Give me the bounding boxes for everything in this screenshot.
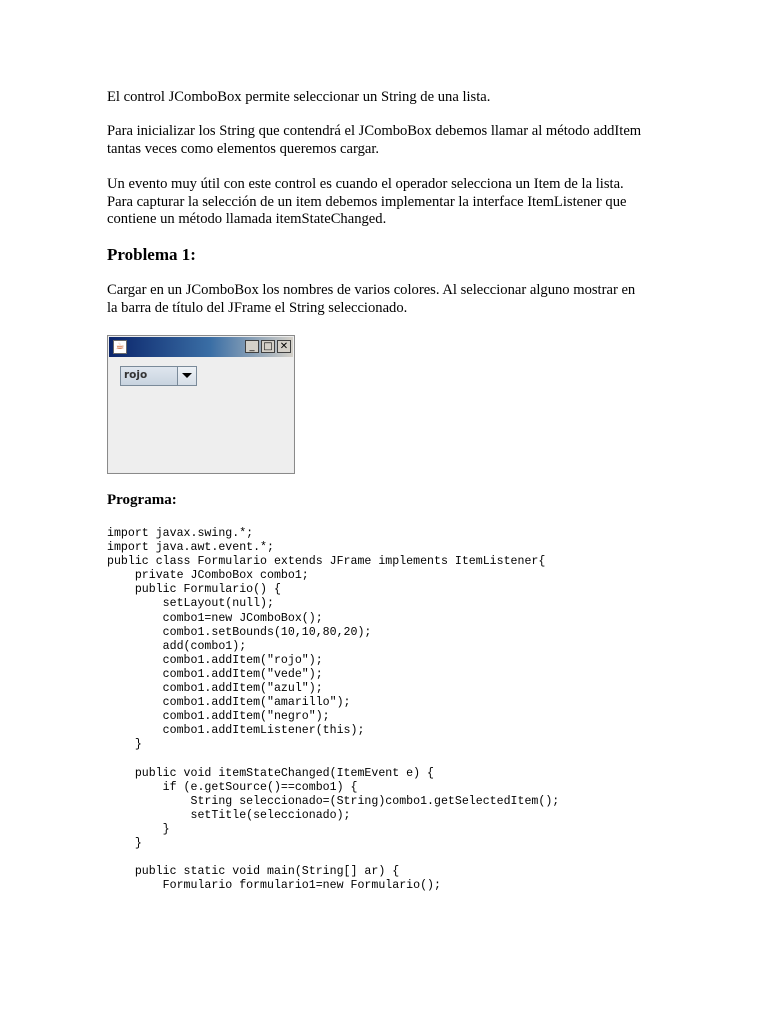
code-line: combo1.addItem("negro"); xyxy=(107,710,330,724)
code-line xyxy=(107,851,559,865)
problema-heading: Problema 1: xyxy=(107,245,196,264)
text-line: Para inicializar los String que contendrá el JComboBox debemos llamar al método addItem xyxy=(107,123,642,139)
code-line: combo1.addItem("rojo"); xyxy=(107,653,323,667)
chevron-down-icon xyxy=(177,367,196,385)
text-line: Cargar en un JComboBox los nombres de varios colores. Al seleccionar alguno mostrar en xyxy=(107,282,636,298)
code-line: Formulario formulario1=new Formulario(); xyxy=(107,879,441,893)
code-line: setTitle(seleccionado); xyxy=(107,808,351,822)
code-line: combo1.setBounds(10,10,80,20); xyxy=(107,625,372,639)
code-line: combo1.addItem("azul"); xyxy=(107,682,323,696)
close-icon: ✕ xyxy=(277,340,291,353)
intro-paragraph-1 xyxy=(107,89,490,107)
code-line: public static void main(String[] ar) { xyxy=(107,865,400,879)
color-combobox xyxy=(120,366,197,386)
code-line: if (e.getSource()==combo1) { xyxy=(107,780,358,794)
code-line: String seleccionado=(String)combo1.getSelectedItem(); xyxy=(107,794,560,808)
code-line: public class Formulario extends JFrame implements ItemListener{ xyxy=(107,555,546,569)
code-line: combo1=new JComboBox(); xyxy=(107,611,323,625)
text-line: tantas veces como elementos queremos cargar. xyxy=(107,140,380,157)
code-line: combo1.addItemListener(this); xyxy=(107,724,365,738)
code-line: private JComboBox combo1; xyxy=(107,569,309,583)
code-line: add(combo1); xyxy=(107,639,247,653)
text-line: Para capturar la selección de un item debemos implementar la interface ItemListener que xyxy=(107,193,627,210)
problema-description xyxy=(107,282,635,317)
jframe-screenshot xyxy=(107,335,295,474)
code-line: public Formulario() { xyxy=(107,583,281,597)
text-line: contiene un método llamada itemStateChanged. xyxy=(107,211,387,227)
text-line: Un evento muy útil con este control es cuando el operador selecciona un Item de la lista. xyxy=(107,176,624,192)
combobox-value: rojo xyxy=(124,369,148,381)
window-titlebar xyxy=(109,337,293,357)
code-line: } xyxy=(107,738,142,752)
text-line: la barra de título del JFrame el String seleccionado. xyxy=(107,299,408,316)
text-line: El control JComboBox permite seleccionar un String de una lista. xyxy=(107,89,491,105)
code-line: setLayout(null); xyxy=(107,597,274,611)
programa-heading: Programa: xyxy=(107,492,177,508)
code-line xyxy=(107,753,559,767)
maximize-icon: □ xyxy=(261,340,275,353)
window-content xyxy=(109,357,293,472)
code-line: combo1.addItem("amarillo"); xyxy=(107,696,351,710)
code-line: } xyxy=(107,822,170,836)
code-line: import javax.swing.*; xyxy=(107,527,254,540)
java-icon: ☕ xyxy=(113,340,127,354)
code-block xyxy=(107,527,559,893)
minimize-icon: _ xyxy=(245,340,259,353)
code-line: import java.awt.event.*; xyxy=(107,541,274,555)
code-line: combo1.addItem("vede"); xyxy=(107,667,323,681)
code-line: public void itemStateChanged(ItemEvent e) { xyxy=(107,766,434,780)
intro-paragraph-2 xyxy=(107,123,641,158)
code-line: } xyxy=(107,837,142,851)
intro-paragraph-3 xyxy=(107,176,626,229)
